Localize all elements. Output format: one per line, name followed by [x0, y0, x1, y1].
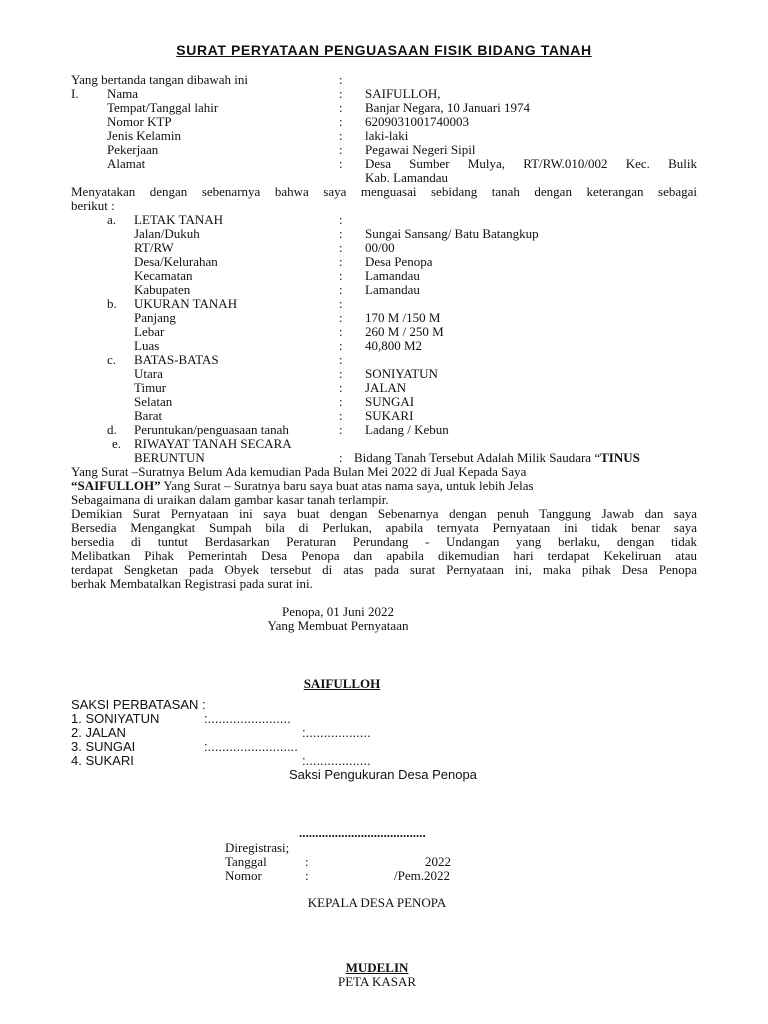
history-value [354, 451, 640, 465]
witness-signature-line: :.................. [302, 725, 371, 740]
registration-date-label: Tanggal [225, 854, 267, 869]
village-head-name: MUDELIN [345, 960, 409, 975]
closing-line: Bersedia Mengangkat Sumpah bila di Perlukan, apabila ternyata Pernyataan ini tidak benar saya [71, 520, 697, 535]
colon: : [339, 240, 343, 255]
witness-name: 3. SUNGAI [71, 739, 136, 754]
field-label-ktp: Nomor KTP [107, 114, 172, 129]
row-value: Sungai Sansang/ Batu Batangkup [365, 226, 539, 241]
row-label: Kecamatan [134, 268, 193, 283]
field-label-gender: Jenis Kelamin [107, 128, 182, 143]
colon: : [305, 868, 309, 883]
row-label: Utara [134, 366, 163, 381]
registration-date-value: 2022 [425, 854, 451, 869]
registration-number-value: /Pem.2022 [394, 868, 450, 883]
colon: : [339, 450, 343, 465]
row-label: Jalan/Dukuh [134, 226, 200, 241]
field-label-ttl: Tempat/Tanggal lahir [107, 100, 219, 115]
signer-name: SAIFULLOH [303, 676, 381, 691]
row-label: Luas [134, 338, 160, 353]
row-value: 260 M / 250 M [365, 324, 444, 339]
row-label: Lebar [134, 324, 165, 339]
document-title: SURAT PERYATAAN PENGUASAAN FISIK BIDANG TANAH [176, 42, 592, 58]
colon: : [339, 114, 343, 129]
registration-label: Diregistrasi; [225, 840, 290, 855]
colon: : [339, 212, 343, 227]
row-value: Lamandau [365, 268, 420, 283]
closing-line: Demikian Surat Pernyataan ini saya buat dengan Sebenarnya dengan penuh Tanggung Jawab dan saya [71, 506, 697, 521]
field-label-job: Pekerjaan [107, 142, 159, 157]
intro-colon: : [339, 72, 343, 87]
colon: : [339, 422, 343, 437]
registration-number-label: Nomor [225, 868, 262, 883]
witness-signature-line: :.................. [302, 753, 371, 768]
field-value-address-line2: Kab. Lamandau [365, 170, 449, 185]
colon: : [339, 254, 343, 269]
row-label: RT/RW [134, 240, 174, 255]
section-title-history: RIWAYAT TANAH SECARA [134, 436, 292, 451]
closing-line: terdapat Sengketan pada Obyek tersebut di atas pada surat Pernyataan ini, maka pihak Desa Penopa [71, 562, 697, 577]
colon: : [305, 854, 309, 869]
colon: : [339, 142, 343, 157]
row-value: Lamandau [365, 282, 420, 297]
colon: : [339, 352, 343, 367]
witness-name: 2. JALAN [71, 725, 126, 740]
colon: : [339, 100, 343, 115]
history-value-owner: TINUS [600, 450, 640, 465]
row-label: Desa/Kelurahan [134, 254, 218, 269]
colon: : [339, 310, 343, 325]
buyer-name: “SAIFULLOH” [71, 478, 161, 493]
village-head-title: KEPALA DESA PENOPA [307, 895, 447, 910]
sketch-map-label: PETA KASAR [337, 974, 417, 989]
row-value: SUNGAI [365, 394, 415, 409]
measurement-witness-label: Saksi Pengukuran Desa Penopa [289, 767, 477, 782]
colon: : [339, 338, 343, 353]
history-value-text: Bidang Tanah Tersebut Adalah Milik Saudara “ [354, 450, 601, 465]
statement-line2: berikut : [71, 198, 115, 213]
colon: : [339, 268, 343, 283]
witness-signature-line: :......................... [204, 739, 298, 754]
closing-line: bersedia di tuntut Berdasarkan Peraturan Perundang - Undangan yang berlaku, dengan tidak [71, 534, 697, 549]
section-title-history-line2: BERUNTUN [134, 450, 205, 465]
field-value-ktp: 6209031001740003 [365, 114, 469, 129]
history-line1: Yang Surat –Suratnya Belum Ada kemudian Pada Bulan Mei 2022 di Jual Kepada Saya [71, 464, 527, 479]
colon: : [339, 324, 343, 339]
closing-line: berhak Membatalkan Registrasi pada surat ini. [71, 576, 313, 591]
field-value-gender: laki-laki [365, 128, 409, 143]
colon: : [339, 380, 343, 395]
colon: : [339, 366, 343, 381]
signature-role: Yang Membuat Pernyataan [267, 618, 409, 633]
row-label: Barat [134, 408, 163, 423]
section-title-location: LETAK TANAH [134, 212, 224, 227]
witness-name: 1. SONIYATUN [71, 711, 160, 726]
row-value: 40,800 M2 [365, 338, 423, 353]
colon: : [339, 408, 343, 423]
section-letter: a. [107, 212, 117, 227]
section-letter: d. [107, 422, 117, 437]
witness-header: SAKSI PERBATASAN : [71, 697, 206, 712]
row-label: Kabupaten [134, 282, 191, 297]
intro-text: Yang bertanda tangan dibawah ini [71, 72, 249, 87]
row-value: SUKARI [365, 408, 414, 423]
colon: : [339, 282, 343, 297]
colon: : [339, 156, 343, 171]
colon: : [339, 128, 343, 143]
witness-name: 4. SUKARI [71, 753, 134, 768]
field-label-address: Alamat [107, 156, 146, 171]
section-title-usage: Peruntukan/penguasaan tanah [134, 422, 289, 437]
section-letter: e. [112, 436, 122, 451]
colon: : [339, 86, 343, 101]
registration-signature-line: ....................................... [299, 825, 426, 840]
field-value-ttl: Banjar Negara, 10 Januari 1974 [365, 100, 530, 115]
section-letter: c. [107, 352, 117, 367]
section-letter: b. [107, 296, 117, 311]
colon: : [339, 296, 343, 311]
colon: : [339, 394, 343, 409]
colon: : [339, 226, 343, 241]
statement-line1: Menyatakan dengan sebenarnya bahwa saya menguasai sebidang tanah dengan keterangan sebagai [71, 184, 697, 199]
row-value: 00/00 [365, 240, 395, 255]
usage-value: Ladang / Kebun [365, 422, 449, 437]
row-label: Selatan [134, 394, 173, 409]
signature-place-date: Penopa, 01 Juni 2022 [282, 604, 394, 619]
closing-line: Melibatkan Pihak Pemerintah Desa Penopa dan apabila dikemudian hari terdapat Kekeliruan atau [71, 548, 697, 563]
field-label-nama: Nama [107, 86, 139, 101]
roman-numeral: I. [71, 86, 79, 101]
field-value-job: Pegawai Negeri Sipil [365, 142, 476, 157]
witness-signature-line: :....................... [204, 711, 291, 726]
history-line3: Sebagaimana di uraikan dalam gambar kasar tanah terlampir. [71, 492, 389, 507]
section-title-borders: BATAS-BATAS [134, 352, 219, 367]
row-label: Panjang [134, 310, 176, 325]
row-value: 170 M /150 M [365, 310, 441, 325]
history-line2 [71, 479, 534, 493]
row-value: Desa Penopa [365, 254, 433, 269]
row-label: Timur [134, 380, 167, 395]
history-line2-rest: Yang Surat – Suratnya baru saya buat atas nama saya, untuk lebih Jelas [160, 478, 534, 493]
field-value-nama: SAIFULLOH, [365, 86, 441, 101]
row-value: JALAN [365, 380, 407, 395]
section-title-size: UKURAN TANAH [134, 296, 238, 311]
field-value-address: Desa Sumber Mulya, RT/RW.010/002 Kec. Bulik [365, 156, 697, 171]
row-value: SONIYATUN [365, 366, 438, 381]
